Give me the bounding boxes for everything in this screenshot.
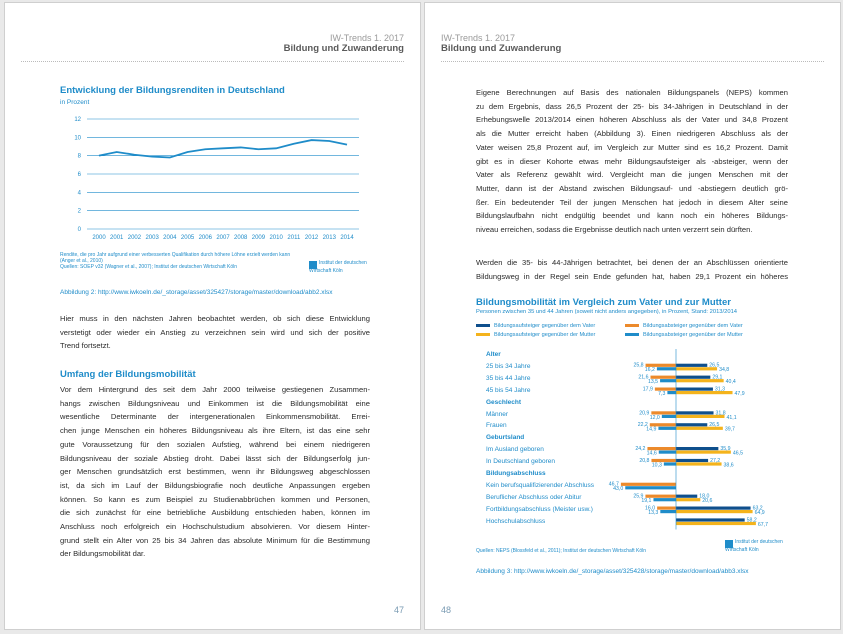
x-tick-label: 2001 <box>110 235 124 241</box>
x-tick-label: 2004 <box>163 235 177 241</box>
data-label: 41,1 <box>726 414 737 421</box>
header-divider <box>21 61 404 62</box>
row-label: Fortbildungsabschluss (Meister usw.) <box>486 505 593 513</box>
row-group-label: Bildungsabschluss <box>486 470 546 477</box>
logo-text: Institut der deutschen Wirtschaft Köln <box>309 260 367 274</box>
data-label: 31,3 <box>714 386 726 393</box>
x-tick-label: 2011 <box>287 235 301 241</box>
row-label: Kein berufsqualifizierender Abschluss <box>486 481 595 489</box>
data-label: 46,7 <box>608 481 619 488</box>
paragraph-intro <box>60 312 370 353</box>
data-label: 25,8 <box>633 362 644 369</box>
bar-up-father <box>676 495 697 498</box>
data-label: 26,5 <box>709 362 720 369</box>
text-line: ist, da sich im Lauf der Bildungsbiografie noch deutliche Anpassungen ergeben <box>60 480 370 490</box>
chart-note-text: Rendite, die pro Jahr aufgrund einer verbesserten Qualifikation durch höhere Löhne erzielt werden kann <box>60 252 291 258</box>
text-line: Vater als Referenz gewählt wird. Vergleicht man die jungen Menschen mit der <box>476 170 788 180</box>
data-label: 16,0 <box>645 505 656 512</box>
data-label: 20,8 <box>639 457 650 464</box>
text-line: die sich zunächst für eine betriebliche Ausbildung entschieden haben, können im <box>60 508 370 518</box>
data-label: 20,9 <box>639 410 650 417</box>
text-line: als die Mutter erreicht haben (Abbildung 3). Einen niedrigeren Abschluss als der <box>476 129 788 139</box>
text-line: Vater weisen 25,8 Prozent auf, im Vergleich zur Mutter sind es 16,2 Prozent. Damit <box>476 142 788 152</box>
chart-subtitle: Personen zwischen 35 und 44 Jahren (soweit nicht anders angegeben), in Prozent, Stand: 2013/2014 <box>476 309 738 315</box>
data-label: 24,2 <box>635 446 646 452</box>
legend-swatch <box>625 333 639 336</box>
page-left <box>4 2 421 630</box>
bar-up-father <box>676 423 707 426</box>
chart-source: Quellen: NEPS (Blossfeld et al., 2011); Institut der deutschen Wirtschaft Köln <box>476 548 646 554</box>
bar-down-father <box>657 507 676 510</box>
data-label: 13,5 <box>647 379 659 386</box>
text-line: chen junge Menschen ein höheres Bildungsniveau als ihre Eltern, ist das eine sehr <box>60 426 370 436</box>
paragraph-results-2 <box>476 256 788 283</box>
row-label: Frauen <box>486 422 507 430</box>
row-label: Männer <box>486 410 509 418</box>
iw-logo <box>309 261 371 275</box>
text-line: können. So kann es zum Beispiel zu Studienabbrüchen kommen und Personen, <box>60 494 370 504</box>
bar-up-father <box>676 518 745 521</box>
y-tick-label: 2 <box>77 208 81 215</box>
data-label: 40,4 <box>725 379 736 386</box>
y-tick-label: 6 <box>77 172 81 178</box>
text-line: Mutter, dann ist der Abstand zwischen Bildungsauf- und -abstiegern deutlich grö- <box>476 183 788 193</box>
legend-swatch <box>476 333 490 336</box>
x-tick-label: 2014 <box>340 235 354 241</box>
data-label: 20,6 <box>702 498 713 505</box>
x-tick-label: 2003 <box>145 235 159 241</box>
text-line: der Bildungsmobilität dar. <box>60 549 146 559</box>
bar-up-father <box>676 507 751 510</box>
series-line <box>99 140 347 157</box>
bar-down-mother <box>664 462 676 465</box>
x-tick-label: 2013 <box>322 235 336 241</box>
text-line: Vor dem Hintergrund des seit dem Jahr 2000 teilweise gestiegenen Zusammen- <box>60 385 370 394</box>
data-label: 27,2 <box>710 457 721 464</box>
text-line: Bildungsweg in der Regel sein Ende gefunden hat, haben 29,1 Prozent ein höheres <box>476 271 788 281</box>
data-label: 39,7 <box>724 426 735 433</box>
data-label: 47,9 <box>734 391 745 397</box>
legend-swatch <box>625 324 639 327</box>
paragraph-main <box>60 383 370 561</box>
legend-swatch <box>476 324 490 327</box>
y-tick-label: 10 <box>74 135 81 142</box>
data-label: 22,2 <box>637 422 648 429</box>
data-label: 10,3 <box>651 462 662 469</box>
data-label: 7,3 <box>658 391 666 397</box>
bar-chart <box>425 349 785 539</box>
header-series: IW-Trends 1. 2017 <box>441 33 516 43</box>
legend-label: Bildungsabsteiger gegenüber dem Vater <box>643 323 743 329</box>
y-tick-label: 4 <box>77 190 81 197</box>
chart-note-ref: (Anger et al., 2010) <box>60 258 103 264</box>
chart-source: Quellen: SOEP v32 (Wagner et al., 2007); Institut der deutschen Wirtschaft Köln <box>60 264 238 270</box>
text-line: Bildungslaufbahn nicht endgültig beendet und kann noch ein höheres Bildungs- <box>476 211 788 221</box>
data-label: 16,2 <box>644 367 655 374</box>
data-label: 18,0 <box>699 493 710 500</box>
bar-down-mother <box>667 391 676 394</box>
text-line: gute Voraussetzung für den sozialen Aufstieg, während bei einem niedrigeren <box>60 439 370 449</box>
text-line: grund stellt ein Alter von 25 bis 34 Jahren das absolute Minimum für die Bestimmung <box>60 535 370 545</box>
legend-label: Bildungsabsteiger gegenüber der Mutter <box>643 332 743 338</box>
data-label: 25,9 <box>633 493 644 500</box>
bar-down-mother <box>625 486 676 489</box>
bar-up-father <box>676 388 713 391</box>
x-tick-label: 2010 <box>269 235 283 241</box>
data-label: 19,1 <box>641 498 652 505</box>
data-label: 21,6 <box>638 374 649 381</box>
data-label: 64,9 <box>754 510 765 516</box>
data-label: 17,9 <box>642 386 653 393</box>
page-number: 48 <box>441 605 452 615</box>
row-label: Im Ausland geboren <box>486 446 544 454</box>
bar-up-mother <box>676 498 700 501</box>
data-label: 14,6 <box>646 450 657 457</box>
x-tick-label: 2000 <box>92 235 106 241</box>
bar-up-father <box>676 364 707 367</box>
text-line: Anschluss noch erfolgreich ein Hochschulstudium absolvieren. Vor diesem Hinter- <box>60 522 370 532</box>
y-tick-label: 12 <box>74 117 81 123</box>
paragraph-results <box>476 86 788 237</box>
text-line: Hier muss in den nächsten Jahren beobachtet werden, ob sich diese Entwicklung <box>60 314 370 323</box>
chart-note <box>60 252 350 270</box>
text-line: Erhebungswelle 2013/2014 einen höheren Abschluss als der Vater und 34,8 Prozent <box>476 115 788 125</box>
text-line: zu dem Ergebnis, dass 26,5 Prozent der 25- bis 34-Jährigen in Deutschland in der <box>476 101 788 111</box>
row-label: Hochschulabschluss <box>486 517 546 525</box>
legend-item-down-father <box>625 323 743 329</box>
x-tick-label: 2012 <box>304 235 319 241</box>
data-label: 12,0 <box>649 414 660 421</box>
chart-subtitle: in Prozent <box>60 99 90 106</box>
row-label: 25 bis 34 Jahre <box>486 362 531 370</box>
bar-down-mother <box>662 415 676 418</box>
text-line: Bildungsniveau der soziale Abstieg droht. Dabei lässt sich der Bildungserfolg jun- <box>60 453 370 463</box>
data-label: 29,1 <box>712 374 723 381</box>
legend-label: Bildungsaufsteiger gegenüber dem Vater <box>494 323 596 329</box>
bar-down-mother <box>659 451 676 454</box>
x-tick-label: 2006 <box>198 235 212 241</box>
text-line: wesentliche Determinante der intergenerationalen Einkommensmobilität. Errei- <box>60 412 370 422</box>
page-number: 47 <box>393 605 404 615</box>
figure-link[interactable]: Abbildung 2: http://www.iwkoeln.de/_storage/asset/325427/storage/master/download/abb2.xlsx <box>60 289 333 296</box>
bar-up-father <box>676 411 714 414</box>
header-title: Bildung und Zuwanderung <box>441 43 562 54</box>
header-title: Bildung und Zuwanderung <box>283 43 404 54</box>
bar-down-mother <box>660 379 676 382</box>
chart-title: Bildungsmobilität im Vergleich zum Vater und zur Mutter <box>476 297 731 308</box>
text-line: hangs zwischen Bildungsniveau und Einkommen ist die Bildungsmobilität eine <box>60 398 370 408</box>
data-label: 31,8 <box>715 410 726 417</box>
bar-up-mother <box>676 522 756 525</box>
data-label: 14,9 <box>646 426 657 433</box>
y-tick-label: 0 <box>77 227 81 233</box>
header-series: IW-Trends 1. 2017 <box>329 33 404 43</box>
text-line: verstetigt oder wieder ein Anstieg zu verzeichnen sein wird und sich der positive <box>60 327 370 337</box>
bar-down-mother <box>658 427 676 430</box>
text-line: Werden die 35- bis 44-Jährigen betrachtet, bei denen der an Abschlüssen orientierte <box>476 258 788 267</box>
data-label: 46,5 <box>732 450 743 457</box>
data-label: 63,2 <box>752 505 763 512</box>
logo-text: Institut der deutschen Wirtschaft Köln <box>725 539 783 553</box>
row-group-label: Geschlecht <box>486 398 522 406</box>
data-label: 34,8 <box>719 367 730 374</box>
bar-down-mother <box>660 510 676 513</box>
row-label: 45 bis 54 Jahre <box>486 386 531 394</box>
bar-down-mother <box>653 498 676 501</box>
data-label: 58,2 <box>746 517 757 524</box>
x-tick-label: 2007 <box>216 235 230 241</box>
text-line: niveau erreichen, sodass die Ergebnisse deutlich nach unten verzerrt sein dürften. <box>476 225 753 235</box>
bar-up-father <box>676 447 718 450</box>
line-chart <box>57 109 367 249</box>
legend-label: Bildungsaufsteiger gegenüber der Mutter <box>494 332 596 338</box>
text-line: Eigene Berechnungen auf Basis des nationalen Bildungspanels (NEPS) kommen <box>476 88 788 97</box>
legend-item-up-mother <box>476 332 595 338</box>
legend-item-down-mother <box>625 332 743 338</box>
page-right <box>424 2 841 630</box>
iw-logo <box>725 540 787 554</box>
data-label: 35,9 <box>720 446 731 452</box>
row-group-label: Geburtsland <box>486 434 525 442</box>
row-label: 35 bis 44 Jahre <box>486 374 531 382</box>
section-heading: Umfang der Bildungsmobilität <box>60 369 196 380</box>
x-tick-label: 2002 <box>127 235 142 241</box>
row-label: Beruflicher Abschluss oder Abitur <box>486 493 582 501</box>
bar-up-father <box>676 459 708 462</box>
data-label: 26,5 <box>709 422 720 429</box>
text-line: ger Menschen grundsätzlich erst bestimmen, wenn ihr Bildungsweg abgeschlossen <box>60 467 370 477</box>
row-group-label: Alter <box>486 351 501 358</box>
data-label: 43,0 <box>613 486 624 493</box>
text-line: Trend fortsetzt. <box>60 341 111 351</box>
chart-title: Entwicklung der Bildungsrenditen in Deutschland <box>60 85 285 96</box>
header-divider <box>441 61 824 62</box>
x-tick-label: 2008 <box>234 235 248 241</box>
data-label: 67,7 <box>757 521 768 528</box>
bar-down-mother <box>657 367 676 370</box>
bar-up-mother <box>676 510 753 513</box>
y-tick-label: 8 <box>77 153 81 160</box>
text-line: ßer. Ein bedeutender Teil der jungen Menschen hat jedoch in diesem Alter seine <box>476 197 788 207</box>
x-tick-label: 2009 <box>251 235 266 241</box>
bar-down-father <box>621 483 676 486</box>
data-label: 13,3 <box>648 510 659 516</box>
x-tick-label: 2005 <box>180 235 195 241</box>
figure-link[interactable]: Abbildung 3: http://www.iwkoeln.de/_storage/asset/325428/storage/master/download/abb3.xlsx <box>476 568 749 575</box>
legend-item-up-father <box>476 323 595 329</box>
data-label: 38,6 <box>723 462 734 469</box>
bar-up-father <box>676 376 710 379</box>
row-label: In Deutschland geboren <box>486 458 556 466</box>
text-line: gibt es in dieser Kohorte etwas mehr Bildungsaufsteiger als -absteiger, wenn der <box>476 156 788 166</box>
